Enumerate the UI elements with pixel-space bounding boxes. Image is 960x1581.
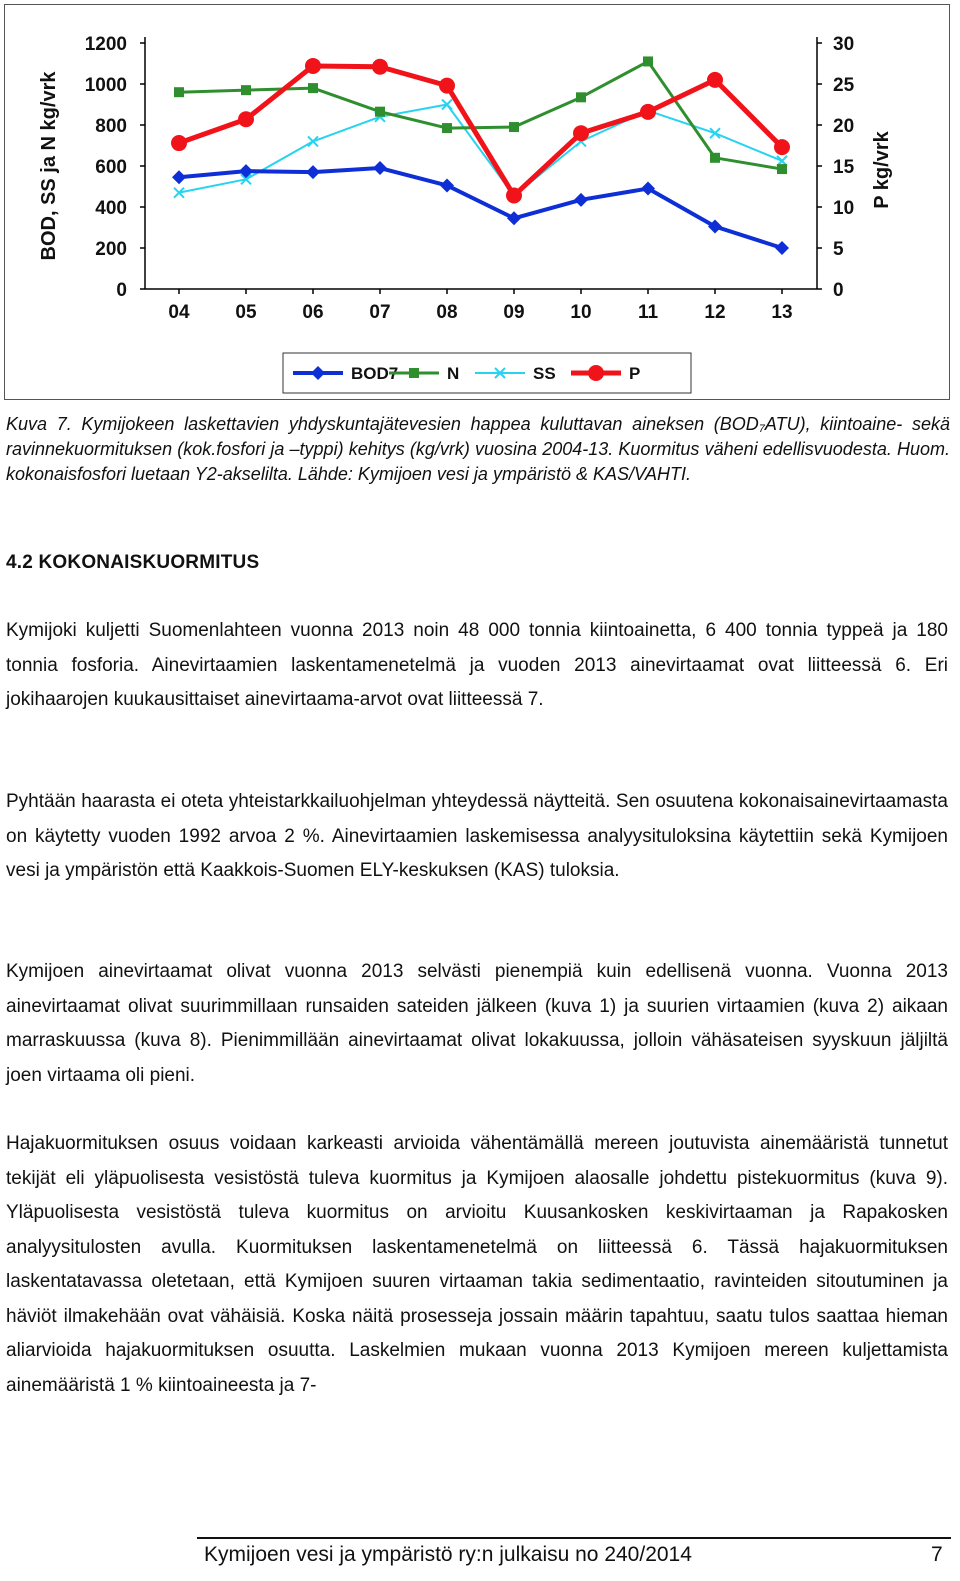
data-point-ss (308, 136, 318, 146)
data-point-p (707, 72, 723, 88)
data-point-bod7 (507, 211, 521, 225)
data-point-p (439, 78, 455, 94)
data-point-bod7 (306, 165, 320, 179)
y-right-tick-label: 0 (833, 280, 844, 301)
x-tick-label: 09 (503, 302, 525, 323)
data-point-n (375, 107, 385, 117)
data-point-n (777, 164, 787, 174)
data-point-p (506, 188, 522, 204)
legend-marker-p (588, 365, 604, 381)
legend-marker-n (409, 368, 419, 378)
legend-label-p: P (629, 364, 641, 383)
data-point-ss (710, 128, 720, 138)
chart-container (4, 4, 950, 400)
paragraph-3: Kymijoen ainevirtaamat olivat vuonna 2013 selvästi pienempiä kuin edellisenä vuonna. Vuonna 2013 ainevirtaamat olivat suurimmillaan runsaiden sateiden jälkeen (kuva 1) ja suurien virtaamien (kuva 2) aikaan marraskuussa (kuva 8). Pienimmillään ainevirtaamat olivat lokakuussa, jolloin vähäsateisen syyskuun jäljiltä joen virtaama oli pieni. (6, 961, 948, 1086)
y-right-tick-label: 25 (833, 75, 855, 96)
x-tick-label: 13 (771, 302, 793, 323)
y-right-tick-label: 30 (833, 34, 855, 55)
y-left-tick-label: 600 (95, 157, 127, 178)
data-point-bod7 (775, 241, 789, 255)
y-right-axis-title: P kg/vrk (871, 131, 893, 209)
data-point-p (774, 139, 790, 155)
section-heading: 4.2 KOKONAISKUORMITUS (6, 552, 260, 573)
x-tick-label: 07 (369, 302, 391, 323)
data-point-n (241, 85, 251, 95)
paragraph-4: Hajakuormituksen osuus voidaan karkeasti arvioida vähentämällä mereen joutuvista ainemääristä tunnetut tekijät eli yläpuolisesta vesistöstä tuleva kuormitus ja Kymijoen alaosalle johdettu pistekuormitus (kuva 9). Yläpuolisesta vesistöstä tuleva kuormitus on arvioitu Kuusankosken keskivirtaaman ja Rapakosken analyysitulosten avulla. Kuormituksen laskentamenetelmä on liitteessä 6. Tässä hajakuormituksen laskentatavassa oletetaan, että Kymijoen suuren virtaaman takia sedimentaatio, ravinteiden sitoutuminen ja häviöt ilmakehään ovat vähäisiä. Koska näitä prosesseja jossain määrin tapahtuu, saatu tulos saattaa hieman aliarvioida hajakuormituksen osuutta. Laskelmien mukaan vuonna 2013 Kymijoen mereen kuljettamista ainemääristä 1 % kiintoaineesta ja 7- (6, 1133, 948, 1396)
x-tick-label: 10 (570, 302, 592, 323)
data-point-bod7 (574, 193, 588, 207)
x-tick-label: 12 (704, 302, 726, 323)
x-tick-label: 04 (168, 302, 190, 323)
data-point-bod7 (172, 170, 186, 184)
legend-label-bod7: BOD7 (351, 364, 399, 383)
data-point-p (640, 104, 656, 120)
y-left-tick-label: 1200 (84, 34, 127, 55)
y-left-tick-label: 0 (116, 280, 127, 301)
y-left-tick-label: 800 (95, 116, 127, 137)
x-tick-label: 06 (302, 302, 324, 323)
data-point-p (305, 58, 321, 74)
y-left-axis-title: BOD, SS ja N kg/vrk (38, 71, 60, 261)
series-line-ss (179, 105, 782, 196)
y-right-tick-label: 20 (833, 116, 855, 137)
line-chart (5, 5, 951, 401)
x-tick-label: 11 (637, 302, 659, 323)
data-point-n (308, 83, 318, 93)
series-line-n (179, 61, 782, 169)
footer-publication: Kymijoen vesi ja ympäristö ry:n julkaisu no 240/2014 (204, 1543, 692, 1566)
footer-divider (197, 1537, 951, 1539)
figure-caption (6, 412, 950, 487)
caption-subscript: 7 (758, 423, 765, 435)
data-point-p (238, 111, 254, 127)
series-line-p (179, 66, 782, 196)
data-point-p (372, 59, 388, 75)
data-point-p (573, 125, 589, 141)
data-point-p (171, 135, 187, 151)
legend-label-n: N (447, 364, 460, 383)
x-tick-label: 05 (235, 302, 257, 323)
data-point-n (643, 56, 653, 66)
x-tick-label: 08 (436, 302, 458, 323)
data-point-n (710, 153, 720, 163)
y-right-tick-label: 10 (833, 198, 855, 219)
series-line-bod7 (179, 168, 782, 248)
legend-label-ss: SS (533, 364, 556, 383)
data-point-n (442, 123, 452, 133)
caption-prefix: Kuva 7. Kymijokeen laskettavien yhdyskuntajätevesien happea kuluttavan aineksen (BOD (6, 414, 759, 434)
page-number: 7 (931, 1543, 943, 1566)
y-right-tick-label: 5 (833, 239, 844, 260)
data-point-n (174, 87, 184, 97)
y-left-tick-label: 400 (95, 198, 127, 219)
y-right-tick-label: 15 (833, 157, 855, 178)
data-point-n (576, 92, 586, 102)
paragraph-1: Kymijoki kuljetti Suomenlahteen vuonna 2013 noin 48 000 tonnia kiintoainetta, 6 400 tonnia typpeä ja 180 tonnia fosforia. Ainevirtaamien laskentamenetelmä ja vuoden 2013 ainevirtaamat ovat liitteessä 6. Eri jokihaarojen kuukausittaiset ainevirtaama-arvot ovat liitteessä 7. (6, 620, 948, 710)
data-point-bod7 (440, 178, 454, 192)
paragraph-2: Pyhtään haarasta ei oteta yhteistarkkailuohjelman yhteydessä näytteitä. Sen osuutena kokonaisainevirtaamasta on käytetty vuoden 1992 arvoa 2 %. Ainevirtaamien laskemisessa analyysituloksina käytettiin sekä Kymijoen vesi ja ympäristön että Kaakkois-Suomen ELY-keskuksen (KAS) tuloksia. (6, 791, 948, 881)
y-left-tick-label: 200 (95, 239, 127, 260)
data-point-n (509, 122, 519, 132)
y-left-tick-label: 1000 (84, 75, 127, 96)
caption-rest: ATU), kiintoaine- sekä ravinnekuormituksen (kok.fosfori ja –typpi) kehitys (kg/vrk) vuosina 2004-13. Kuormitus väheni edellisvuodesta. Huom. kokonaisfosfori luetaan Y2-akselilta. Lähde: Kymijoen vesi ja ympäristö & KAS/VAHTI. (6, 414, 950, 484)
data-point-bod7 (373, 161, 387, 175)
